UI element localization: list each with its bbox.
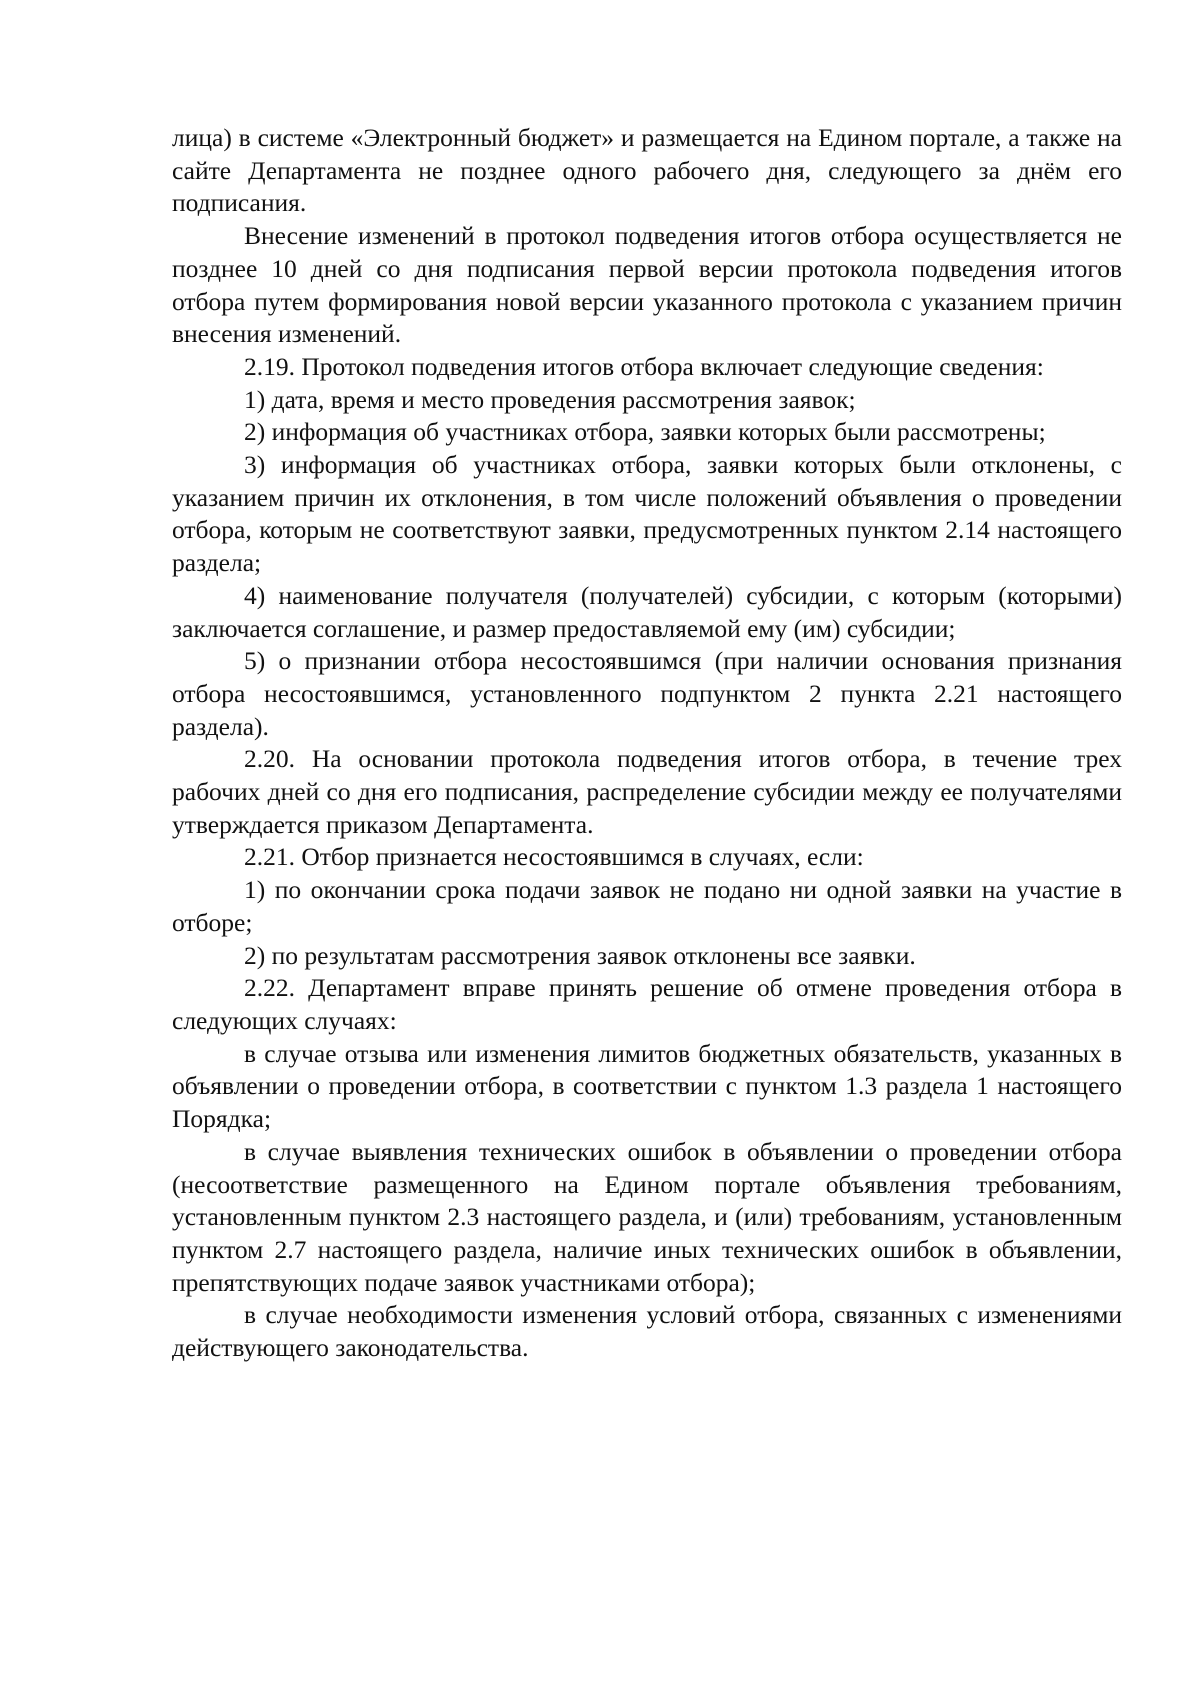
clause-2-19-item-5: 5) о признании отбора несостоявшимся (при наличии основания признания отбора несостоявшимся, установленного подпунктом 2 пункта 2.21 настоящего раздела). — [172, 646, 1122, 741]
clause-2-19-item-1: 1) дата, время и место проведения рассмотрения заявок; — [244, 384, 856, 414]
clause-2-22-case-2: в случае выявления технических ошибок в объявлении о проведении отбора (несоответствие размещенного на Едином портале объявления требованиям, установленным пунктом 2.3 настоящего раздела, и (или) требованиям, установленным пунктом 2.7 настоящего раздела, наличие иных технических ошибок в объявлении, препятствующих подаче заявок участниками отбора); — [172, 1136, 1122, 1297]
clause-2-22-case-3: в случае необходимости изменения условий отбора, связанных с изменениями действующего законодательства. — [172, 1300, 1122, 1363]
clause-2-19-item-3: 3) информация об участниках отбора, заявки которых были отклонены, с указанием причин их отклонения, в том числе положений объявления о проведении отбора, которым не соответствуют заявки, предусмотренных пунктом 2.14 настоящего раздела; — [172, 450, 1122, 578]
document-body — [172, 122, 1122, 1365]
clause-2-22: 2.22. Департамент вправе принять решение об отмене проведения отбора в следующих случаях: — [172, 973, 1122, 1035]
clause-2-20: 2.20. На основании протокола подведения итогов отбора, в течение трех рабочих дней со дня его подписания, распределение субсидии между ее получателями утверждается приказом Департамента. — [172, 744, 1122, 839]
clause-2-21-item-2: 2) по результатам рассмотрения заявок отклонены все заявки. — [244, 940, 916, 970]
clause-2-21: 2.21. Отбор признается несостоявшимся в случаях, если: — [244, 842, 864, 872]
clause-2-19: 2.19. Протокол подведения итогов отбора включает следующие сведения: — [244, 351, 1044, 381]
clause-2-19-item-4: 4) наименование получателя (получателей) субсидии, с которым (которыми) заключается соглашение, и размер предоставляемой ему (им) субсидии; — [172, 580, 1122, 643]
paragraph-protocol-changes: Внесение изменений в протокол подведения итогов отбора осуществляется не позднее 10 дней со дня подписания первой версии протокола подведения итогов отбора путем формирования новой версии указанного протокола с указанием причин внесения изменений. — [172, 221, 1122, 349]
clause-2-22-case-1: в случае отзыва или изменения лимитов бюджетных обязательств, указанных в объявлении о проведении отбора, в соответствии с пунктом 1.3 раздела 1 настоящего Порядка; — [172, 1038, 1122, 1134]
clause-2-19-item-2: 2) информация об участниках отбора, заявки которых были рассмотрены; — [244, 417, 1046, 447]
paragraph-publication: лица) в системе «Электронный бюджет» и размещается на Едином портале, а также на сайте Департамента не позднее одного рабочего дня, следующего за днём его подписания. — [172, 123, 1122, 218]
clause-2-21-item-1: 1) по окончании срока подачи заявок не подано ни одной заявки на участие в отборе; — [172, 875, 1122, 937]
